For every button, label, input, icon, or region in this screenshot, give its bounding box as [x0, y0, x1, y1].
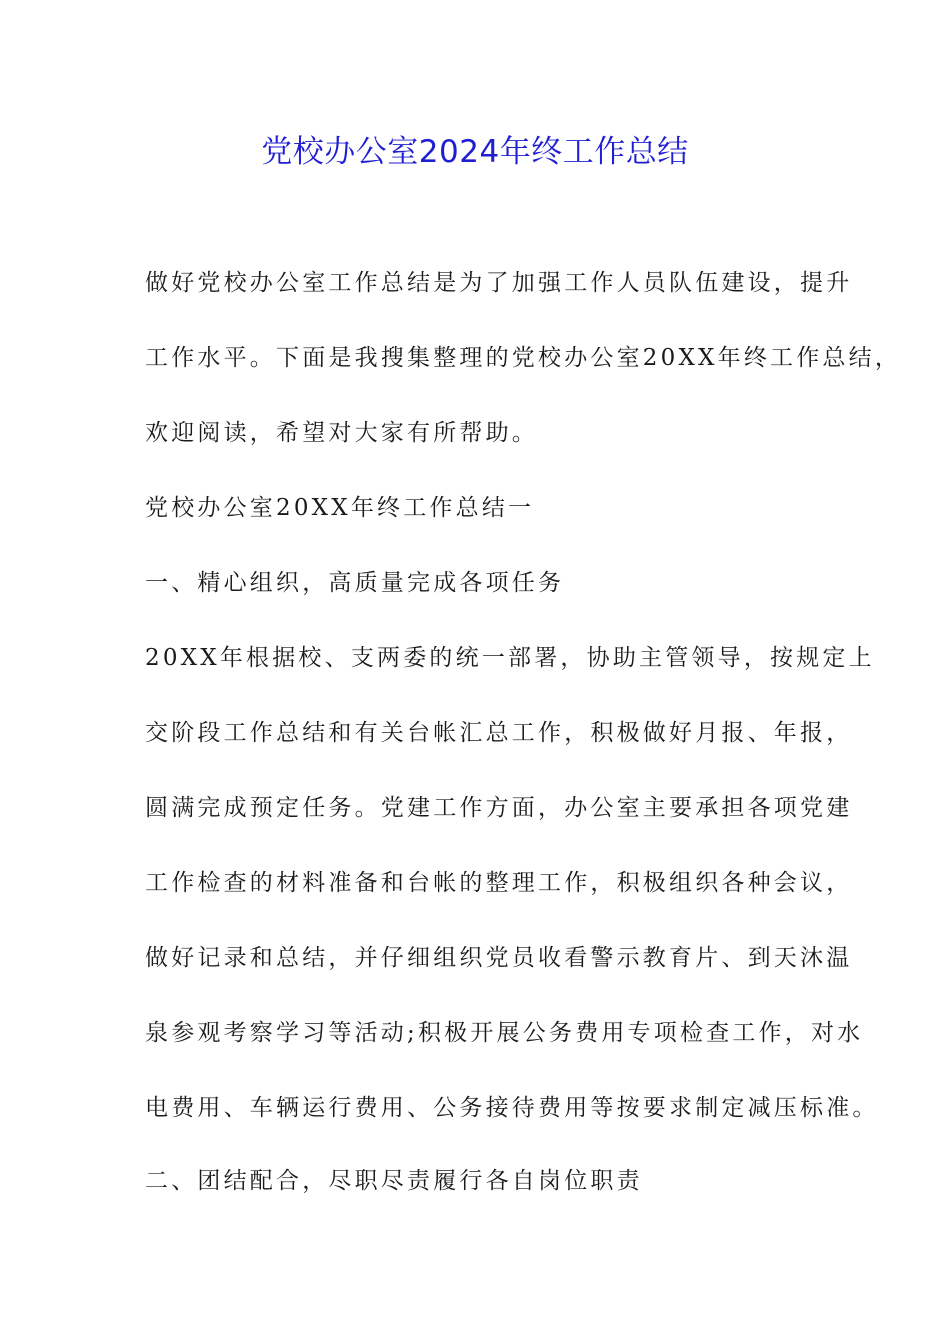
body-line-4: 工作检查的材料准备和台帐的整理工作，积极组织各种会议，	[145, 870, 853, 896]
subsection-heading-1: 一、精心组织，高质量完成各项任务	[145, 570, 565, 596]
body-line-7: 电费用、车辆运行费用、公务接待费用等按要求制定减压标准。	[145, 1095, 879, 1121]
body-line-1: 20XX年根据校、支两委的统一部署，协助主管领导，按规定上	[145, 645, 875, 671]
body-line-intro-2: 工作水平。下面是我搜集整理的党校办公室20XX年终工作总结，	[145, 345, 902, 371]
body-line-5: 做好记录和总结，并仔细组织党员收看警示教育片、到天沐温	[145, 945, 853, 971]
subsection-heading-2: 二、团结配合，尽职尽责履行各自岗位职责	[145, 1168, 643, 1194]
body-line-2: 交阶段工作总结和有关台帐汇总工作，积极做好月报、年报，	[145, 720, 853, 746]
section-heading: 党校办公室20XX年终工作总结一	[145, 495, 535, 521]
document-title: 党校办公室2024年终工作总结	[261, 134, 689, 170]
body-line-intro-3: 欢迎阅读，希望对大家有所帮助。	[145, 420, 538, 446]
body-line-6: 泉参观考察学习等活动;积极开展公务费用专项检查工作，对水	[145, 1020, 864, 1046]
body-line-intro-1: 做好党校办公室工作总结是为了加强工作人员队伍建设，提升	[145, 270, 853, 296]
body-line-3: 圆满完成预定任务。党建工作方面，办公室主要承担各项党建	[145, 795, 853, 821]
